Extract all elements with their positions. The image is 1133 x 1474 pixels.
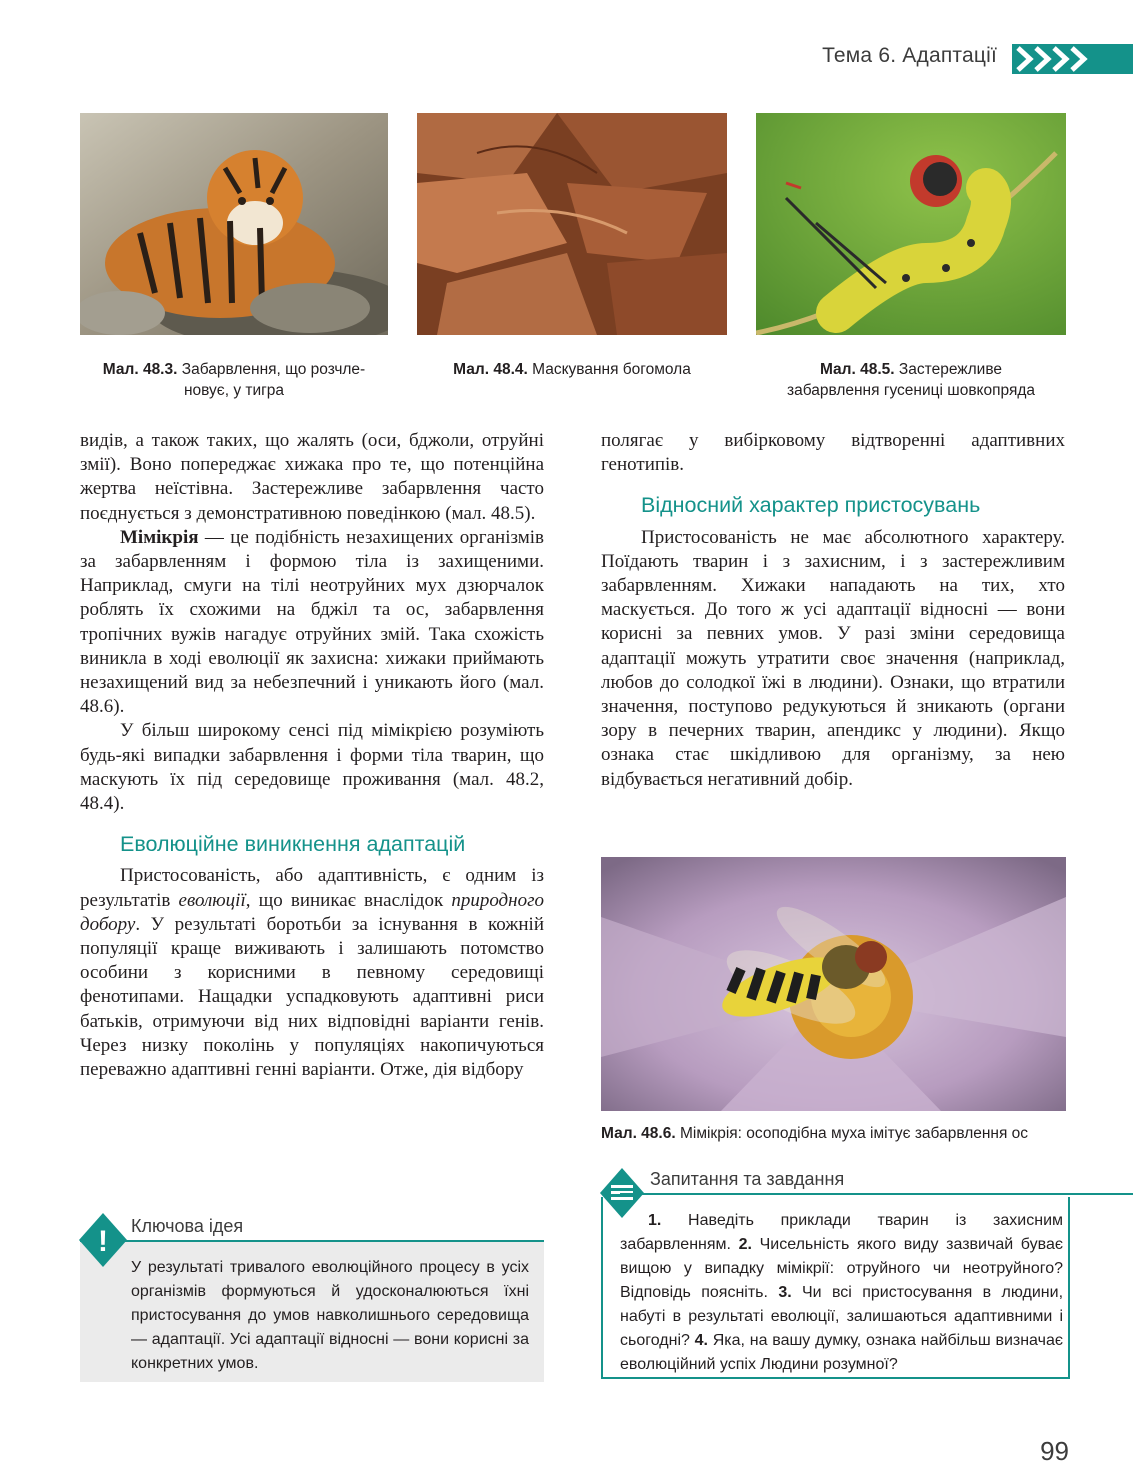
mantis-leaves-photo: [417, 113, 727, 335]
paragraph: видів, а також таких, що жалять (оси, бджоли, отруйні змії). Воно попереджає хижака про те, що потенційна жертва неїстівна. Застережливе забарвлення часто поєднується з демонстративною поведінкою (мал. 48.5).: [80, 430, 544, 524]
right-text-column: [601, 429, 1065, 792]
questions-title: Запитання та завдання: [650, 1169, 845, 1189]
svg-text:!: !: [98, 1225, 108, 1258]
chevron-arrows-icon: [1012, 44, 1133, 74]
page-number: 99: [1040, 1436, 1069, 1466]
key-idea-text: У результаті тривалого еволюційного процесу в усіх організмів формуються й удосконалюються їхні пристосування до умов навколишнього середовища — адаптації. Усі адаптації відносні — вони корисні за конкретних умов.: [131, 1259, 529, 1372]
caterpillar-photo: [756, 113, 1066, 335]
section-heading: Відносний характер пристосувань: [641, 493, 981, 518]
figure-caption-48-5: Мал. 48.5. Застережливе забарвлення гусениці шовкопряда: [786, 361, 1036, 399]
key-idea-title: Ключова ідея: [131, 1216, 244, 1236]
paragraph: Мімікрія — це подібність незахищених організмів за забарвленням і формою тіла із захищеними. Наприклад, смуги на тілі неотруйних мух дзюрчалок роблять їх схожими на бджіл та ос, забарвлення тропічних вужів нагадує отруйних змій. Така схожість виникла в ході еволюції як захисна: хижаки приймають незахищений вид за небезпечний і уникають його (мал. 48.6).: [80, 526, 544, 718]
paragraph: У більш широкому сенсі під мімікрією розуміють будь-які випадки забарвлення і форми тіла тварин, що маскують їх під середовище проживання (мал. 48.2, 48.4).: [80, 720, 544, 815]
section-heading: Еволюційне виникнення адаптацій: [120, 832, 466, 857]
hoverfly-flower-photo: [601, 857, 1066, 1111]
topic-title: Тема 6. Адаптації: [822, 44, 997, 67]
questions-divider: [620, 1193, 1133, 1195]
key-idea-divider: [80, 1240, 544, 1242]
figure-caption-48-3: Мал. 48.3. Забарвлення, що розчле- новує, у тигра: [102, 361, 366, 399]
figure-caption-48-6: Мал. 48.6. Мімікрія: осоподібна муха імітує забарвлення ос: [601, 1125, 1029, 1142]
paragraph: Пристосованість, або адаптивність, є одним із результатів еволюції, що виникає внаслідок природного добору. У результаті боротьби за існування в кожній популяції краще виживають і залишають потомство особини з корисними в певному середовищі фенотипами. Нащадки успадковують адаптивні риси батьків, отримуючи від них відповідні варіанти генів. Через низку поколінь у популяціях накопичуються переважно адаптивні генні варіанти. Отже, дія відбору: [80, 865, 545, 1081]
left-text-column: [80, 429, 544, 1082]
paragraph: Пристосованість не має абсолютного характеру. Поїдають тварин і з захисним, і з застережливим забарвленням. Хижаки нападають на тих, хто маскується. До того ж усі адаптації відносні — вони корисні за певних умов. У разі зміни середовища адаптації можуть утратити своє значення (наприклад, любов до солодкої їжі в людини). Ознаки, що втратили значення, поступово редукуються й зникають (органи зору в печерних тварин, апендикс у людини). Якщо ознака стає шкідливою для організму, за нею відбувається негативний добір.: [601, 526, 1065, 790]
tiger-photo: [80, 113, 388, 335]
exclamation-icon: [79, 1213, 127, 1267]
paragraph: полягає у вибірковому відтворенні адаптивних генотипів.: [601, 430, 1065, 476]
figure-caption-48-4: Мал. 48.4. Маскування богомола: [453, 361, 691, 378]
questions-text: 1. Наведіть приклади тварин із захисним забарвленням. 2. Чисельність якого виду зазвичай буває вищою у випадку мімікрії: отруйного чи неотруйного? Відповідь поясніть. 3. Чи всі пристосування в людини, набуті в результаті еволюції, залишаються адаптивними і сьогодні? 4. Яка, на вашу думку, ознака найбільш визначає еволюційний успіх Людини розумної?: [620, 1212, 1064, 1373]
